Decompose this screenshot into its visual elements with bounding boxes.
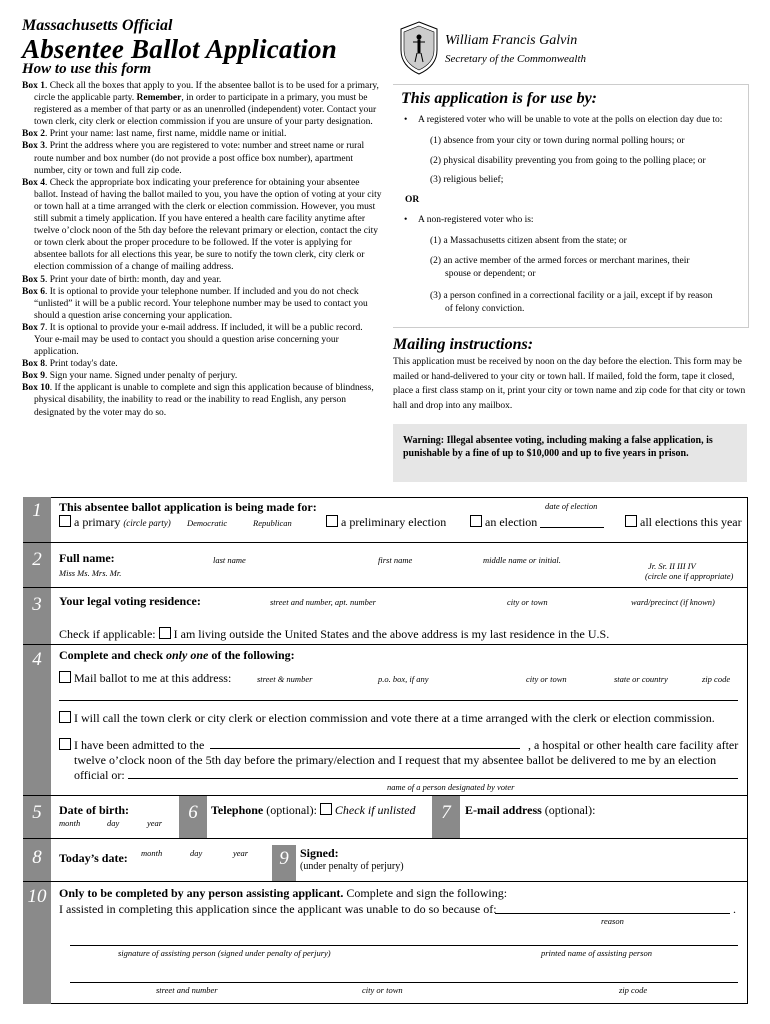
assistant-street-label: street and number bbox=[156, 985, 218, 995]
election-date-field[interactable] bbox=[540, 527, 604, 528]
mail-address-field[interactable] bbox=[59, 700, 738, 701]
s10-period: . bbox=[733, 902, 736, 916]
section-number: 5 bbox=[32, 802, 42, 823]
section-number: 4 bbox=[32, 649, 42, 670]
section-2-sidebar bbox=[23, 543, 51, 587]
mail-ballot-row[interactable]: Mail ballot to me at this address: bbox=[59, 671, 231, 686]
s6-label-row: Telephone (optional): Check if unlisted bbox=[211, 803, 416, 817]
use-by-nonreg-2a: (2) an active member of the armed forces or merchant marines, their bbox=[430, 256, 690, 266]
s1-heading: This absentee ballot application is being made for: bbox=[59, 500, 317, 514]
s1-date-of-election-label: date of election bbox=[545, 501, 598, 511]
instruction-item: Box 8. Print today's date. bbox=[22, 359, 118, 370]
admitted-text-4: official or: bbox=[74, 768, 125, 782]
section-1-sidebar bbox=[23, 497, 51, 542]
bullet-icon: • bbox=[404, 215, 408, 225]
s10-text: I assisted in completing this application since the applicant was unable to do so because of: bbox=[59, 902, 497, 916]
instruction-item: Box 2. Print your name: last name, first name, middle name or initial. bbox=[22, 129, 287, 140]
state-label: Massachusetts Official bbox=[22, 17, 173, 34]
divider bbox=[23, 838, 748, 839]
party-democratic[interactable]: Democratic bbox=[187, 518, 228, 528]
s4-city-label: city or town bbox=[526, 674, 567, 684]
use-by-reason-3: (3) religious belief; bbox=[430, 175, 504, 185]
s3-ward-label: ward/precinct (if known) bbox=[631, 597, 715, 607]
section-number: 6 bbox=[188, 802, 198, 823]
secretary-title: Secretary of the Commonwealth bbox=[445, 53, 587, 65]
instruction-item: Box 4. Check the appropriate box indicating your preference for obtaining your absentee ballot. Instead of having the ballot mailed to you, you have the option of voting at your city or town hall at a time arranged with the clerk or election commission. However, you must still submit a timely application. If you have entered a health care facility anytime after twelve o’clock noon of the 5th day before the relevant primary or election, contact the city or town clerk about the proper procedure to be followed. If the voter is applying for absentee ballots for all elections this year, be sure to notify the town clerk, city clerk or election commission of a change of mailing address. bbox=[22, 177, 382, 273]
section-number: 2 bbox=[32, 549, 42, 570]
assistant-city-label: city or town bbox=[362, 985, 403, 995]
instruction-item: Box 5. Print your date of birth: month, day and year. bbox=[22, 274, 222, 285]
instruction-item: Box 9. Sign your name. Signed under penalty of perjury. bbox=[22, 371, 238, 382]
section-3-sidebar bbox=[23, 588, 51, 644]
use-by-nonreg-3b: of felony conviction. bbox=[445, 304, 525, 314]
mailing-heading: Mailing instructions: bbox=[393, 336, 534, 353]
bullet-icon: • bbox=[404, 115, 408, 125]
middle-name-label: middle name or initial. bbox=[483, 555, 561, 565]
reason-field[interactable] bbox=[495, 913, 730, 914]
party-republican[interactable]: Republican bbox=[253, 518, 292, 528]
divider bbox=[23, 542, 748, 543]
s4-heading: Complete and check only one of the following: bbox=[59, 648, 295, 662]
s4-zip-label: zip code bbox=[702, 674, 731, 684]
s9-note: (under penalty of perjury) bbox=[300, 861, 404, 872]
unlisted-checkbox[interactable] bbox=[320, 803, 332, 815]
divider bbox=[23, 644, 748, 645]
election-checkbox[interactable] bbox=[470, 515, 482, 527]
s5-label: Date of birth: bbox=[59, 803, 129, 817]
today-month-label: month bbox=[141, 848, 163, 858]
s2-titles[interactable]: Miss Ms. Mrs. Mr. bbox=[59, 568, 122, 578]
assistant-printed-name-label: printed name of assisting person bbox=[541, 948, 652, 958]
assistant-zip-label: zip code bbox=[619, 985, 648, 995]
preliminary-checkbox-row[interactable]: a preliminary election bbox=[326, 515, 446, 530]
s3-street-label: street and number, apt. number bbox=[270, 597, 376, 607]
instruction-item: Box 7. It is optional to provide your e-mail address. If included, it will be a public record. Your e-mail may be used to contact you should a question arise concerning your application. bbox=[22, 322, 363, 358]
s3-check-row[interactable]: Check if applicable: I am living outside the United States and the above address is my last residence in the U.S. bbox=[59, 627, 610, 641]
assistant-signature-label: signature of assisting person (signed under penalty of perjury) bbox=[118, 948, 331, 958]
secretary-name: William Francis Galvin bbox=[445, 33, 578, 48]
use-by-reason-1: (1) absence from your city or town during normal polling hours; or bbox=[430, 136, 685, 146]
section-number: 7 bbox=[441, 802, 451, 823]
admitted-checkbox[interactable] bbox=[59, 738, 71, 750]
first-name-label: first name bbox=[378, 555, 413, 565]
facility-name-field[interactable] bbox=[210, 748, 520, 749]
s7-label-row: E-mail address (optional): bbox=[465, 803, 596, 817]
section-8-sidebar bbox=[23, 839, 51, 881]
designated-label: name of a person designated by voter bbox=[387, 782, 515, 792]
use-by-nonreg-3a: (3) a person confined in a correctional facility or a jail, except if by reason bbox=[430, 291, 713, 301]
call-clerk-checkbox[interactable] bbox=[59, 711, 71, 723]
section-9-sidebar bbox=[272, 845, 296, 881]
instructions-list bbox=[22, 80, 382, 419]
instruction-item: Box 3. Print the address where you are registered to vote: number and street name or rural route number and box number (do not provide a post office box number), apartment number, city or town and full zip code. bbox=[22, 141, 365, 176]
mail-ballot-checkbox[interactable] bbox=[59, 671, 71, 683]
primary-checkbox-row[interactable]: a primary (circle party) bbox=[59, 515, 171, 530]
s9-label: Signed: bbox=[300, 846, 339, 860]
dob-year-label: year bbox=[147, 818, 163, 828]
s4-pobox-label: p.o. box, if any bbox=[378, 674, 429, 684]
designated-person-field[interactable] bbox=[128, 778, 738, 779]
election-checkbox-row[interactable]: an election bbox=[470, 515, 537, 530]
section-5-sidebar bbox=[23, 796, 51, 838]
s3-label: Your legal voting residence: bbox=[59, 594, 201, 608]
s4-state-label: state or country bbox=[614, 674, 668, 684]
section-4-sidebar bbox=[23, 645, 51, 795]
form-title: Absentee Ballot Application bbox=[22, 34, 337, 64]
admitted-text-2: , a hospital or other health care facility after bbox=[528, 738, 739, 752]
all-elections-checkbox-row[interactable]: all elections this year bbox=[625, 515, 742, 530]
use-by-or: OR bbox=[405, 195, 420, 205]
admitted-text-3: twelve o’clock noon of the 5th day before the primary/election and I request that my absentee ballot be delivered to me by an election bbox=[74, 753, 717, 767]
section-number: 10 bbox=[27, 886, 47, 907]
divider bbox=[23, 795, 748, 796]
warning-text: Warning: Illegal absentee voting, including making a false application, is punishable by a fine of up to $10,000 and up to five years in prison. bbox=[403, 435, 713, 459]
section-6-sidebar bbox=[179, 796, 207, 838]
today-day-label: day bbox=[190, 848, 203, 858]
instruction-item: Box 6. It is optional to provide your telephone number. If included and you do not check “unlisted” it will be a public record. Your telephone number may be used to contact you should a question arise concerning your application. bbox=[22, 286, 368, 321]
instruction-item: Box 10. If the applicant is unable to complete and sign this application because of blindness, physical disability, the inability to read or the inability to read English, any person designated by the voter may do so. bbox=[22, 383, 374, 418]
use-by-nonreg-2b: spouse or dependent; or bbox=[445, 269, 536, 279]
dob-day-label: day bbox=[107, 818, 120, 828]
divider bbox=[23, 881, 748, 882]
s2-suffixes[interactable]: Jr. Sr. II III IV bbox=[648, 561, 696, 571]
s10-heading: Only to be completed by any person assisting applicant. Complete and sign the following: bbox=[59, 886, 508, 900]
use-by-reason-2: (2) physical disability preventing you from going to the polling place; or bbox=[430, 156, 706, 166]
s3-city-label: city or town bbox=[507, 597, 548, 607]
divider bbox=[23, 587, 748, 588]
instruction-item: Box 1. Check all the boxes that apply to you. If the absentee ballot is to be used for a primary, circle the applicable party. Remember, in order to participate in a primary, you must be registered as a member of that party or as an unenrolled (independent) voter. Contact your town clerk, city clerk or election commission if you are unsure of your party designation. bbox=[22, 81, 379, 128]
state-seal-icon bbox=[397, 20, 441, 76]
s2-label: Full name: bbox=[59, 551, 115, 565]
preliminary-checkbox[interactable] bbox=[326, 515, 338, 527]
assistant-signature-field[interactable] bbox=[70, 945, 738, 946]
s2-suffix-note: (circle one if appropriate) bbox=[645, 571, 734, 581]
use-by-bullet-2: A non-registered voter who is: bbox=[418, 215, 534, 225]
section-10-sidebar bbox=[23, 882, 51, 1004]
last-name-label: last name bbox=[213, 555, 246, 565]
primary-checkbox[interactable] bbox=[59, 515, 71, 527]
section-number: 8 bbox=[32, 847, 42, 868]
mailing-text: This application must be received by noon on the day before the election. This form may be mailed or hand-delivered to your city or town hall. If mailed, fold the form, tape it closed, place a first class stamp on it, print your city or town name and zip code for that city or town hall and drop into any mailbox. bbox=[393, 357, 746, 411]
use-by-bullet-1: A registered voter who will be unable to vote at the polls on election day due to: bbox=[418, 115, 723, 125]
all-elections-checkbox[interactable] bbox=[625, 515, 637, 527]
dob-month-label: month bbox=[59, 818, 81, 828]
today-year-label: year bbox=[233, 848, 249, 858]
use-by-nonreg-1: (1) a Massachusetts citizen absent from the state; or bbox=[430, 236, 627, 246]
s8-label: Today’s date: bbox=[59, 851, 128, 865]
section-number: 1 bbox=[32, 500, 42, 521]
s4-street-label: street & number bbox=[257, 674, 313, 684]
use-by-heading: This application is for use by: bbox=[401, 90, 598, 107]
section-number: 9 bbox=[279, 848, 289, 869]
outside-us-checkbox[interactable] bbox=[159, 627, 171, 639]
section-number: 3 bbox=[32, 594, 42, 615]
section-7-sidebar bbox=[432, 796, 460, 838]
assistant-address-field[interactable] bbox=[70, 982, 738, 983]
reason-label: reason bbox=[601, 916, 624, 926]
call-clerk-row[interactable]: I will call the town clerk or city clerk or election commission and vote there at a time arranged with the clerk or election commission. bbox=[59, 711, 715, 726]
how-to-heading: How to use this form bbox=[22, 61, 152, 77]
admitted-row[interactable]: I have been admitted to the bbox=[59, 738, 204, 753]
